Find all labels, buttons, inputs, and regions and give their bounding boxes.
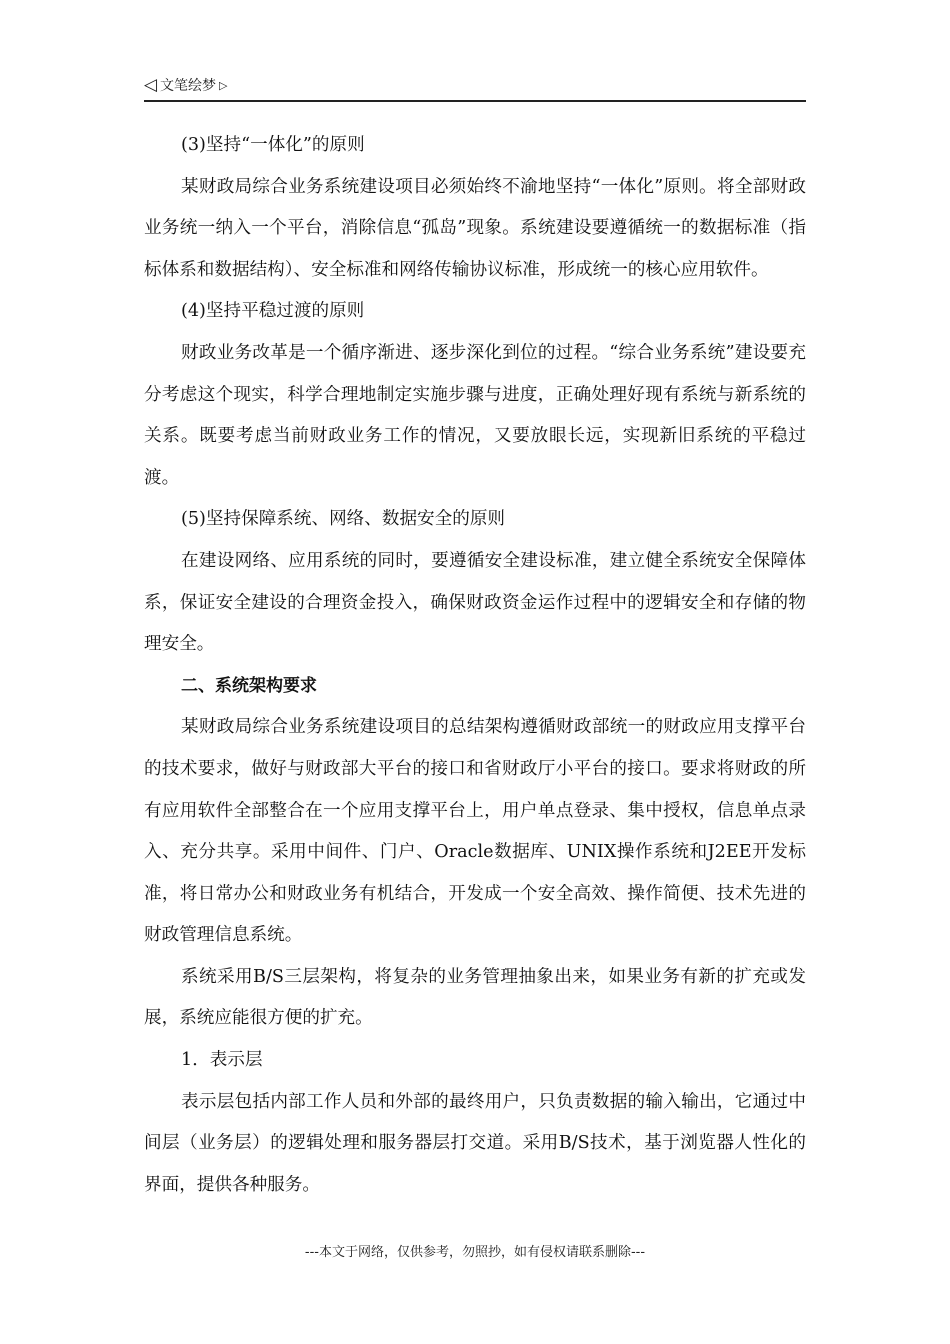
header-title: 文笔绘梦 (160, 78, 216, 94)
paragraph: 表示层包括内部工作人员和外部的最终用户，只负责数据的输入输出，它通过中间层（业务层）的逻辑处理和服务器层打交道。采用B/S技术，基于浏览器人性化的界面，提供各种服务。 (144, 1091, 806, 1195)
paragraph: 1．表示层 (181, 1050, 263, 1071)
paragraph: (3)坚持“一体化”的原则 (181, 135, 365, 155)
paragraph: (5)坚持保障系统、网络、数据安全的原则 (181, 509, 506, 530)
paragraph: 财政业务改革是一个循序渐进、逐步深化到位的过程。“综合业务系统”建设要充分考虑这个现实，科学合理地制定实施步骤与进度，正确处理好现有系统与新系统的关系。既要考虑当前财政业务工作的情况，又要放眼长远，实现新旧系统的平稳过渡。 (144, 342, 806, 488)
document-body (144, 125, 806, 1206)
page-header (144, 76, 806, 102)
paragraph: 系统采用B/S三层架构，将复杂的业务管理抽象出来，如果业务有新的扩充或发展，系统应能很方便的扩充。 (144, 966, 806, 1029)
footer-disclaimer: ---本文于网络，仅供参考，勿照抄，如有侵权请联系删除--- (304, 1245, 646, 1260)
left-triangle-icon: ◁ (144, 75, 158, 95)
paragraph: 在建设网络、应用系统的同时，要遵循安全建设标准，建立健全系统安全保障体系，保证安全建设的合理资金投入，确保财政资金运作过程中的逻辑安全和存储的物理安全。 (144, 550, 806, 655)
section-heading: 二、系统架构要求 (181, 675, 317, 696)
right-triangle-icon: ▷ (219, 79, 228, 92)
paragraph: (4)坚持平稳过渡的原则 (181, 301, 365, 322)
paragraph: 某财政局综合业务系统建设项目的总结架构遵循财政部统一的财政应用支撑平台的技术要求，做好与财政部大平台的接口和省财政厅小平台的接口。要求将财政的所有应用软件全部整合在一个应用支撑平台上，用户单点登录、集中授权，信息单点录入、充分共享。采用中间件、门户、Oracle数据库、UNIX操作系统和J2EE开发标准，将日常办公和财政业务有机结合，开发成一个安全高效、操作简便、技术先进的财政管理信息系统。 (144, 717, 806, 946)
paragraph: 某财政局综合业务系统建设项目必须始终不渝地坚持“一体化”原则。将全部财政业务统一纳入一个平台，消除信息“孤岛”现象。系统建设要遵循统一的数据标准（指标体系和数据结构）、安全标准和网络传输协议标准，形成统一的核心应用软件。 (144, 176, 806, 280)
